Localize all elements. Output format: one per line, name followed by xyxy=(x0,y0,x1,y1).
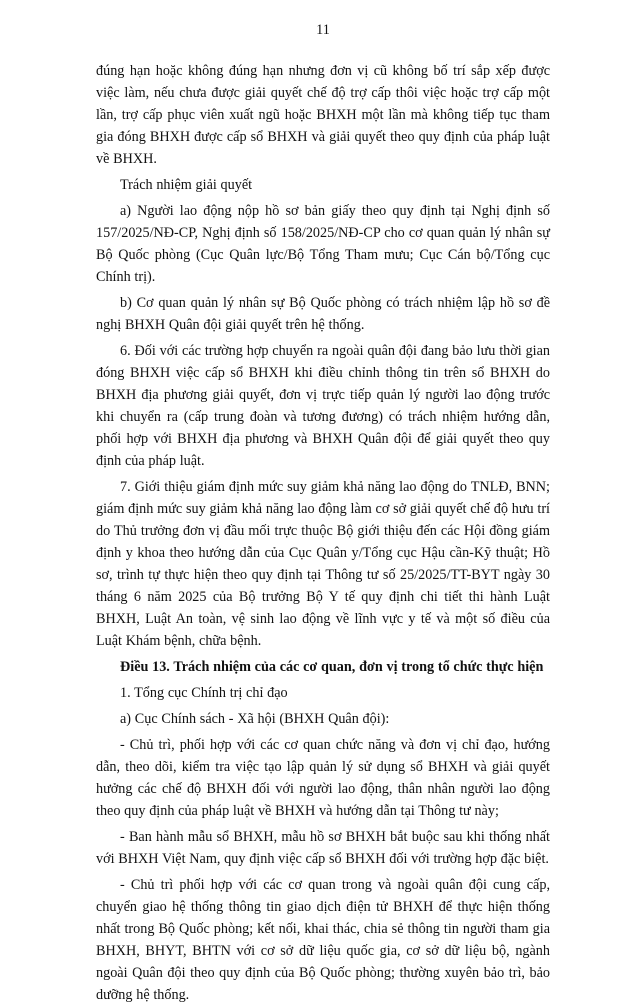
paragraph-bullet-1: - Chủ trì, phối hợp với các cơ quan chức năng và đơn vị chỉ đạo, hướng dẫn, theo dõi, kiểm tra việc tạo lập quản lý sử dụng sổ BHXH và giải quyết hưởng các chế độ BHXH đối với người lao động, thân nhân người lao động theo quy định của pháp luật về BHXH và hướng dẫn tại Thông tư này; xyxy=(96,737,550,819)
paragraph-item-a: a) Người lao động nộp hồ sơ bản giấy theo quy định tại Nghị định số 157/2025/NĐ-CP, Nghị định số 158/2025/NĐ-CP cho cơ quan quản lý nhân sự Bộ Quốc phòng (Cục Quân lực/Bộ Tổng Tham mưu; Cục Cán bộ/Tổng cục Chính trị). xyxy=(96,203,550,285)
paragraph-item-b: b) Cơ quan quản lý nhân sự Bộ Quốc phòng có trách nhiệm lập hồ sơ đề nghị BHXH Quân đội giải quyết trên hệ thống. xyxy=(96,295,550,333)
article-13-heading: Điều 13. Trách nhiệm của các cơ quan, đơn vị trong tổ chức thực hiện xyxy=(120,659,544,675)
paragraph-bullet-3: - Chủ trì phối hợp với các cơ quan trong và ngoài quân đội cung cấp, chuyển giao hệ thống thông tin giao dịch điện tử BHXH để thực hiện thống nhất trong Bộ Quốc phòng; kết nối, khai thác, chia sẻ thông tin người tham gia BHXH, BHYT, BHTN với cơ sở dữ liệu quốc gia, cơ sở dữ liệu bộ, ngành ngoài Quân đội theo quy định của Bộ Quốc phòng; thường xuyên bảo trì, bảo dưỡng hệ thống. xyxy=(96,877,550,1003)
paragraph-bullet-2: - Ban hành mẫu sổ BHXH, mẫu hồ sơ BHXH bắt buộc sau khi thống nhất với BHXH Việt Nam, quy định việc cấp sổ BHXH đối với trường hợp đặc biệt. xyxy=(96,829,550,867)
paragraph-item-6: 6. Đối với các trường hợp chuyển ra ngoài quân đội đang bảo lưu thời gian đóng BHXH việc cấp sổ BHXH khi điều chỉnh thông tin trên sổ BHXH do BHXH địa phương giải quyết, đơn vị trực tiếp quản lý người lao động trước khi chuyển ra (cấp trung đoàn và tương đương) có trách nhiệm hướng dẫn, phối hợp với BHXH địa phương và BHXH Quân đội để giải quyết theo quy định của pháp luật. xyxy=(96,343,550,469)
paragraph-continuation: đúng hạn hoặc không đúng hạn nhưng đơn vị cũ không bố trí sắp xếp được việc làm, nếu chưa được giải quyết chế độ trợ cấp thôi việc hoặc trợ cấp một lần, trợ cấp phục viên xuất ngũ hoặc BHXH một lần mà không tiếp tục tham gia đóng BHXH được cấp sổ BHXH và giải quyết theo quy định của pháp luật về BHXH. xyxy=(96,63,550,167)
page-number: 11 xyxy=(316,22,330,38)
paragraph-responsibility-heading: Trách nhiệm giải quyết xyxy=(120,177,253,193)
paragraph-13-1: 1. Tổng cục Chính trị chỉ đạo xyxy=(120,685,288,701)
paragraph-item-7: 7. Giới thiệu giám định mức suy giảm khả năng lao động do TNLĐ, BNN; giám định mức suy giảm khả năng lao động làm cơ sở giải quyết chế độ hưu trí do Thủ trưởng đơn vị đầu mối trực thuộc Bộ giới thiệu đến các Hội đồng giám định y khoa theo hướng dẫn của Cục Quân y/Tổng cục Hậu cần-Kỹ thuật; Hồ sơ, trình tự thực hiện theo quy định tại Thông tư số 25/2025/TT-BYT ngày 30 tháng 6 năm 2025 của Bộ trưởng Bộ Y tế quy định chi tiết thi hành Luật BHXH, Luật An toàn, vệ sinh lao động về lĩnh vực y tế và một số điều của Luật Khám bệnh, chữa bệnh. xyxy=(96,479,550,649)
paragraph-13-1-a: a) Cục Chính sách - Xã hội (BHXH Quân đội): xyxy=(120,711,390,727)
